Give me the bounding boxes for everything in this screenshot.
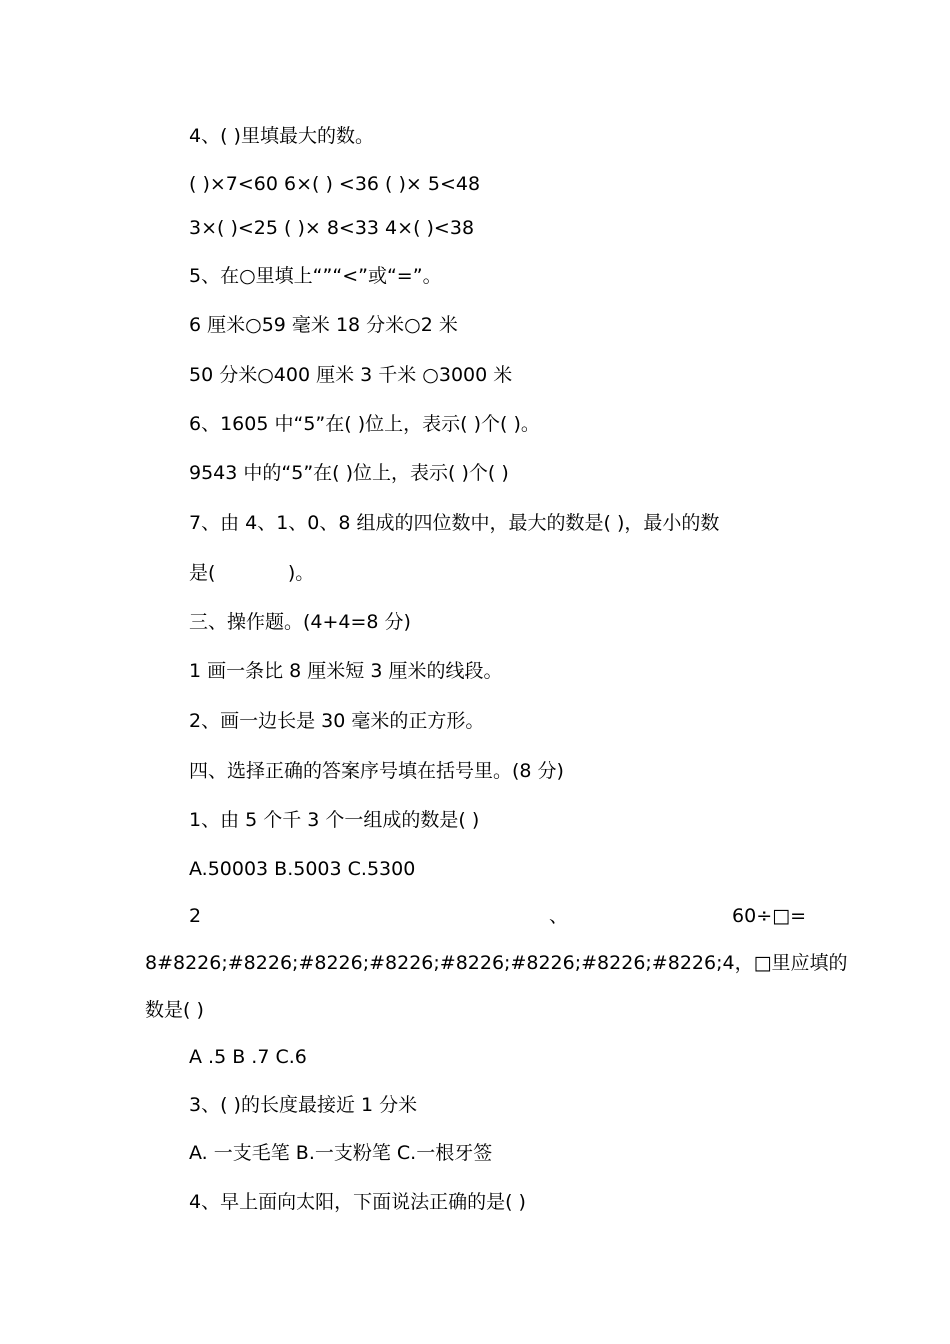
section-4-question-3: 3、( )的长度最接近 1 分米	[189, 1094, 418, 1116]
question-5-row-1: 6 厘米○59 毫米 18 分米○2 米	[189, 314, 458, 336]
question-2-separator: 、	[549, 905, 569, 927]
question-7-line-1: 7、由 4、1、0、8 组成的四位数中，最大的数是( )，最小的数	[189, 512, 720, 534]
question-6-line-1: 6、1605 中“5”在( )位上，表示( )个( )。	[189, 413, 540, 435]
question-2-number: 2	[189, 905, 202, 927]
question-5-heading: 5、在○里填上“”“<”或“=”。	[189, 265, 442, 287]
section-3-heading: 三、操作题。(4+4=8 分)	[189, 611, 411, 633]
section-4-question-4: 4、早上面向太阳，下面说法正确的是( )	[189, 1191, 526, 1213]
question-7-line-2: 是( )。	[189, 562, 315, 584]
section-4-question-3-options: A. 一支毛笔 B.一支粉笔 C.一根牙签	[189, 1142, 493, 1164]
section-3-item-1: 1 画一条比 8 厘米短 3 厘米的线段。	[189, 660, 503, 682]
section-4-question-2-options: A .5 B .7 C.6	[189, 1046, 307, 1068]
question-5-row-2: 50 分米○400 厘米 3 千米 ○3000 米	[189, 364, 513, 386]
section-4-question-2-line-2: 8#8226;#8226;#8226;#8226;#8226;#8226;#8226;#8226;4，□里应填的	[145, 952, 848, 974]
question-6-line-2: 9543 中的“5”在( )位上，表示( )个( )	[189, 462, 509, 484]
section-4-question-2-line-1	[189, 904, 806, 928]
section-3-item-2: 2、画一边长是 30 毫米的正方形。	[189, 710, 485, 732]
question-4-row-1: ( )×7<60 6×( ) <36 ( )× 5<48	[189, 173, 481, 195]
question-2-expression: 60÷□=	[732, 905, 806, 927]
section-4-heading: 四、选择正确的答案序号填在括号里。(8 分)	[189, 760, 564, 782]
section-4-question-1-options: A.50003 B.5003 C.5300	[189, 858, 416, 880]
section-4-question-1: 1、由 5 个千 3 个一组成的数是( )	[189, 809, 480, 831]
question-4-row-2: 3×( )<25 ( )× 8<33 4×( )<38	[189, 217, 475, 239]
section-4-question-2-line-3: 数是( )	[145, 999, 204, 1021]
question-4-heading: 4、( )里填最大的数。	[189, 125, 374, 147]
